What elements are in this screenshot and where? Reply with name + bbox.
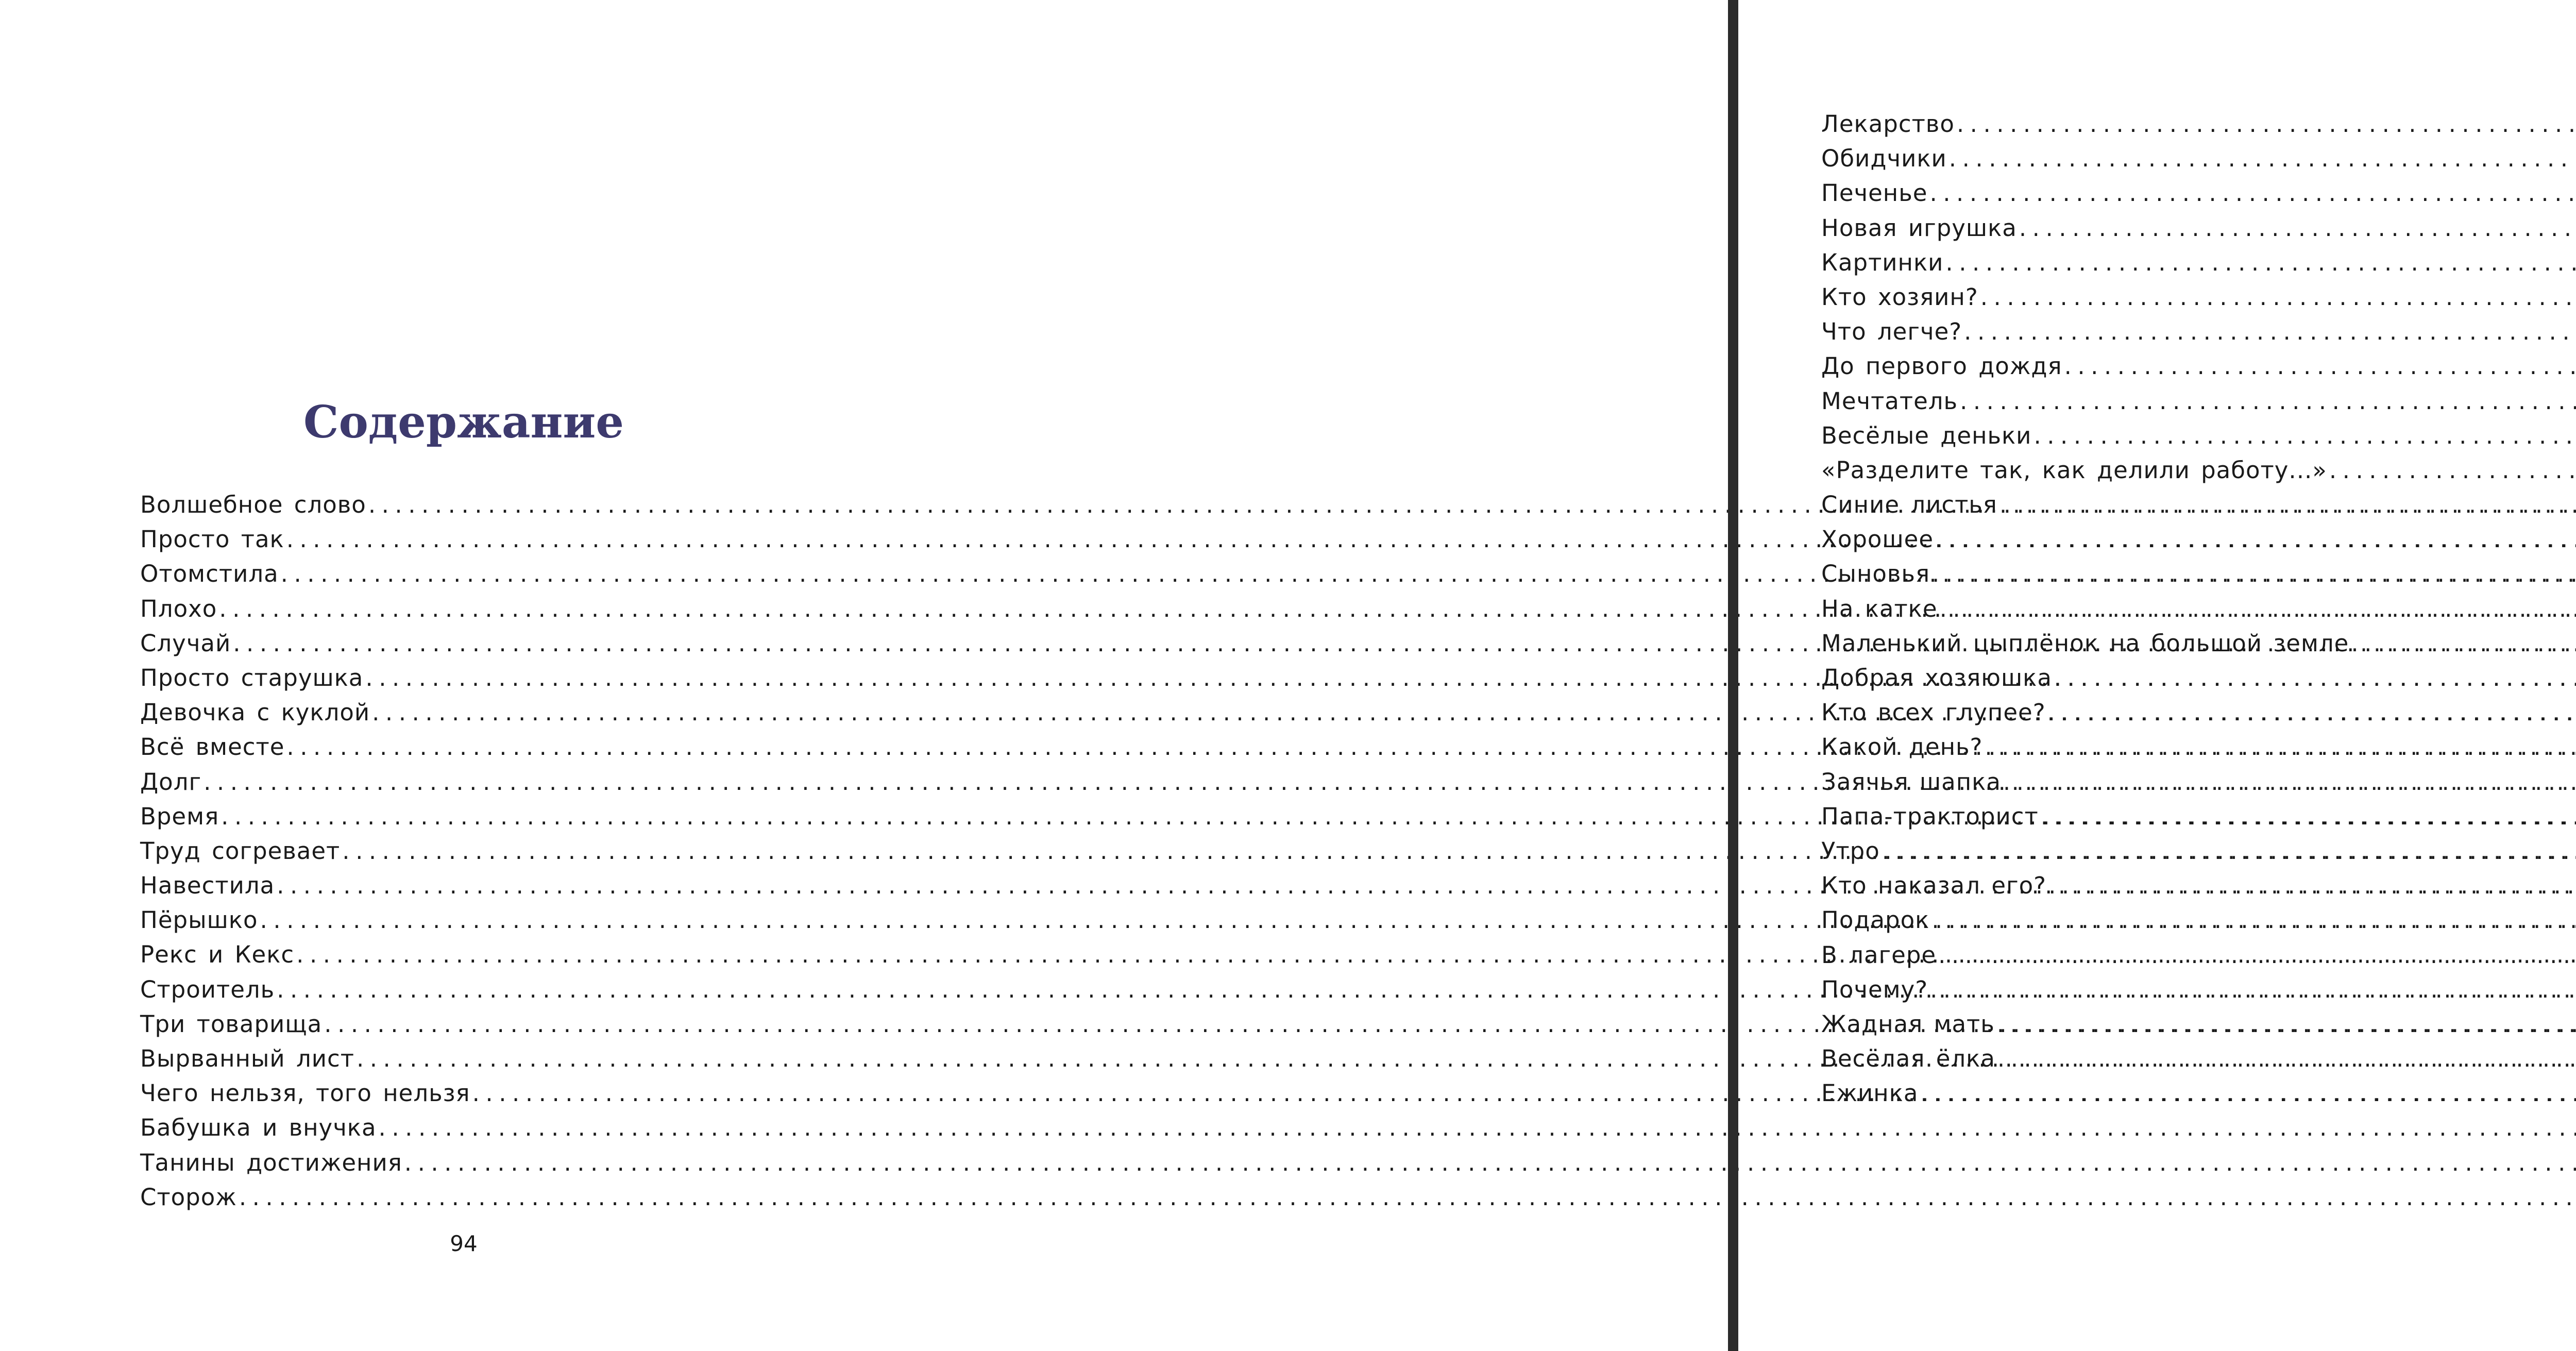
toc-entry bbox=[1821, 522, 2464, 556]
toc-entry bbox=[140, 522, 782, 556]
toc-entry bbox=[1821, 661, 2464, 695]
toc-entry bbox=[1821, 765, 2464, 799]
toc-entry-title: Труд согревает bbox=[140, 837, 341, 865]
toc-dot-leader bbox=[1980, 280, 2576, 314]
toc-entry-title: Долг bbox=[140, 768, 202, 796]
toc-dot-leader bbox=[1940, 592, 2576, 626]
toc-entry-title: Хорошее bbox=[1821, 526, 1934, 553]
toc-entry bbox=[1821, 556, 2464, 591]
toc-dot-leader bbox=[1957, 107, 2576, 141]
toc-entry bbox=[1821, 938, 2464, 972]
toc-entry bbox=[140, 626, 782, 661]
toc-entry-title: Жадная мать bbox=[1821, 1010, 1995, 1038]
toc-entry-title: Печенье bbox=[1821, 179, 1928, 207]
toc-entry-title: Утро bbox=[1821, 837, 1880, 865]
toc-entry bbox=[1821, 176, 2464, 210]
toc-entry-title: Весёлые деньки bbox=[1821, 421, 2032, 449]
toc-entry-title: Картинки bbox=[1821, 248, 1944, 276]
toc-entry bbox=[140, 903, 782, 937]
right-page bbox=[869, 0, 2349, 1351]
toc-entry bbox=[1821, 695, 2464, 730]
toc-entry-title: Всё вместе bbox=[140, 733, 285, 761]
toc-entry bbox=[140, 592, 782, 626]
toc-entry-title: Кто хозяин? bbox=[1821, 283, 1978, 311]
toc-entry-title: «Разделите так, как делили работу...» bbox=[1821, 456, 2327, 484]
toc-dot-leader bbox=[1945, 245, 2576, 280]
toc-entry-title: Просто так bbox=[140, 526, 284, 553]
toc-entry bbox=[1821, 107, 2464, 141]
toc-dot-leader bbox=[2041, 799, 2576, 834]
toc-entry-title: Плохо bbox=[140, 595, 217, 622]
toc-entry-title: Навестила bbox=[140, 872, 275, 900]
page-number: 94 bbox=[450, 1231, 478, 1256]
toc-entry-title: Папа-тракторист bbox=[1821, 802, 2039, 830]
toc-entry bbox=[1821, 1007, 2464, 1041]
toc-entry bbox=[140, 834, 782, 868]
toc-entry-title: Почему? bbox=[1821, 975, 1928, 1003]
toc-entry-title: Сыновья bbox=[1821, 560, 1930, 588]
toc-entry-title: Пёрышко bbox=[140, 906, 258, 934]
toc-entry-title: Девочка с куклой bbox=[140, 699, 370, 727]
toc-entry bbox=[1821, 349, 2464, 383]
toc-dot-leader bbox=[2054, 661, 2576, 695]
toc-dot-leader bbox=[2351, 626, 2576, 661]
toc-entry-title: Время bbox=[140, 802, 219, 830]
toc-entry-title: Весёлая ёлка bbox=[1821, 1045, 1995, 1073]
toc-entry-title: Рекс и Кекс bbox=[140, 941, 295, 969]
toc-entry bbox=[140, 937, 782, 972]
toc-entry bbox=[140, 487, 782, 522]
toc-entry-title: Новая игрушка bbox=[1821, 214, 2017, 242]
toc-entry bbox=[1821, 245, 2464, 280]
toc-entry bbox=[140, 868, 782, 903]
toc-entry-title: Танины достижения bbox=[140, 1149, 402, 1176]
toc-entry-title: Мечтатель bbox=[1821, 387, 1958, 415]
toc-dot-leader bbox=[2329, 453, 2576, 487]
toc-entry-title: Ежинка bbox=[1821, 1079, 1919, 1107]
toc-entry bbox=[140, 1145, 782, 1180]
toc-entry bbox=[1821, 384, 2464, 418]
toc-entry-title: Маленький цыплёнок на большой земле bbox=[1821, 629, 2349, 657]
toc-entry-title: Бабушка и внучка bbox=[140, 1114, 377, 1142]
toc-entry-title: Подарок bbox=[1821, 906, 1930, 934]
toc-entry bbox=[1821, 1076, 2464, 1110]
toc-dot-leader bbox=[1882, 834, 2576, 868]
toc-dot-leader bbox=[1930, 972, 2576, 1007]
toc-entry-title: На катке bbox=[1821, 595, 1938, 622]
toc-dot-leader bbox=[1960, 384, 2576, 418]
toc-dot-leader bbox=[1997, 1007, 2576, 1041]
toc-entry bbox=[1821, 280, 2464, 314]
toc-entry bbox=[140, 1007, 782, 1041]
toc-entry-title: Что легче? bbox=[1821, 318, 1962, 346]
toc-entry-title: Лекарство bbox=[1821, 110, 1955, 138]
page-edge-bar bbox=[1728, 0, 1738, 1351]
toc-entry bbox=[1821, 730, 2464, 764]
toc-entry bbox=[140, 1110, 782, 1145]
toc-list-left bbox=[140, 487, 782, 1214]
toc-dot-leader bbox=[1949, 141, 2576, 176]
toc-entry bbox=[140, 661, 782, 695]
toc-entry bbox=[1821, 592, 2464, 626]
toc-entry-title: Сторож bbox=[140, 1183, 237, 1211]
toc-entry bbox=[140, 695, 782, 730]
toc-entry bbox=[1821, 868, 2464, 903]
toc-dot-leader bbox=[1936, 522, 2576, 556]
toc-dot-leader bbox=[2048, 695, 2576, 730]
toc-dot-leader bbox=[1999, 487, 2576, 522]
toc-entry bbox=[1821, 903, 2464, 937]
toc-dot-leader bbox=[1997, 1041, 2576, 1076]
toc-entry-title: Чего нельзя, того нельзя bbox=[140, 1079, 470, 1107]
toc-entry-title: До первого дождя bbox=[1821, 352, 2062, 380]
toc-entry bbox=[140, 1180, 782, 1214]
toc-entry bbox=[140, 765, 782, 799]
toc-entry bbox=[1821, 626, 2464, 661]
toc-entry-title: Три товарища bbox=[140, 1010, 323, 1038]
toc-entry-title: Обидчики bbox=[1821, 145, 1947, 173]
toc-entry-title: Заячья шапка bbox=[1821, 768, 2001, 796]
left-page bbox=[0, 0, 869, 1351]
toc-dot-leader bbox=[1929, 176, 2576, 210]
toc-list-right bbox=[1821, 107, 2464, 1110]
toc-dot-leader bbox=[1932, 556, 2576, 591]
toc-entry bbox=[1821, 418, 2464, 453]
toc-entry bbox=[1821, 1041, 2464, 1076]
toc-dot-leader bbox=[2019, 211, 2576, 245]
toc-dot-leader bbox=[1985, 730, 2576, 764]
toc-entry-title: Просто старушка bbox=[140, 664, 364, 691]
toc-entry-title: Волшебное слово bbox=[140, 491, 366, 518]
toc-entry-title: Синие листья bbox=[1821, 491, 1997, 519]
toc-entry bbox=[140, 556, 782, 591]
toc-entry bbox=[1821, 487, 2464, 522]
toc-entry-title: Вырванный лист bbox=[140, 1045, 354, 1072]
toc-entry bbox=[140, 972, 782, 1007]
toc-entry-title: В лагере bbox=[1821, 941, 1937, 969]
toc-entry bbox=[140, 1076, 782, 1110]
toc-entry bbox=[1821, 972, 2464, 1007]
toc-entry-title: Случай bbox=[140, 629, 231, 657]
toc-entry bbox=[1821, 314, 2464, 349]
toc-entry bbox=[1821, 453, 2464, 487]
toc-entry bbox=[1821, 141, 2464, 176]
toc-dot-leader bbox=[2003, 765, 2576, 799]
toc-entry bbox=[1821, 799, 2464, 834]
toc-dot-leader bbox=[1920, 1076, 2576, 1110]
toc-dot-leader bbox=[2064, 349, 2576, 383]
toc-dot-leader bbox=[2033, 418, 2576, 453]
toc-entry bbox=[140, 730, 782, 764]
toc-entry bbox=[140, 799, 782, 834]
toc-dot-leader bbox=[2048, 868, 2576, 903]
toc-dot-leader bbox=[1964, 314, 2576, 349]
toc-title: Содержание bbox=[303, 396, 624, 448]
toc-entry bbox=[1821, 211, 2464, 245]
toc-entry-title: Отомстила bbox=[140, 560, 279, 588]
toc-entry-title: Кто всех глупее? bbox=[1821, 699, 2046, 727]
toc-entry bbox=[140, 1041, 782, 1076]
toc-entry-title: Какой день? bbox=[1821, 733, 1983, 761]
toc-entry bbox=[1821, 834, 2464, 868]
toc-dot-leader bbox=[1938, 938, 2576, 972]
toc-entry-title: Строитель bbox=[140, 975, 275, 1003]
toc-dot-leader bbox=[1931, 903, 2576, 937]
toc-entry-title: Кто наказал его? bbox=[1821, 872, 2047, 900]
toc-entry-title: Добрая хозяюшка bbox=[1821, 664, 2052, 691]
